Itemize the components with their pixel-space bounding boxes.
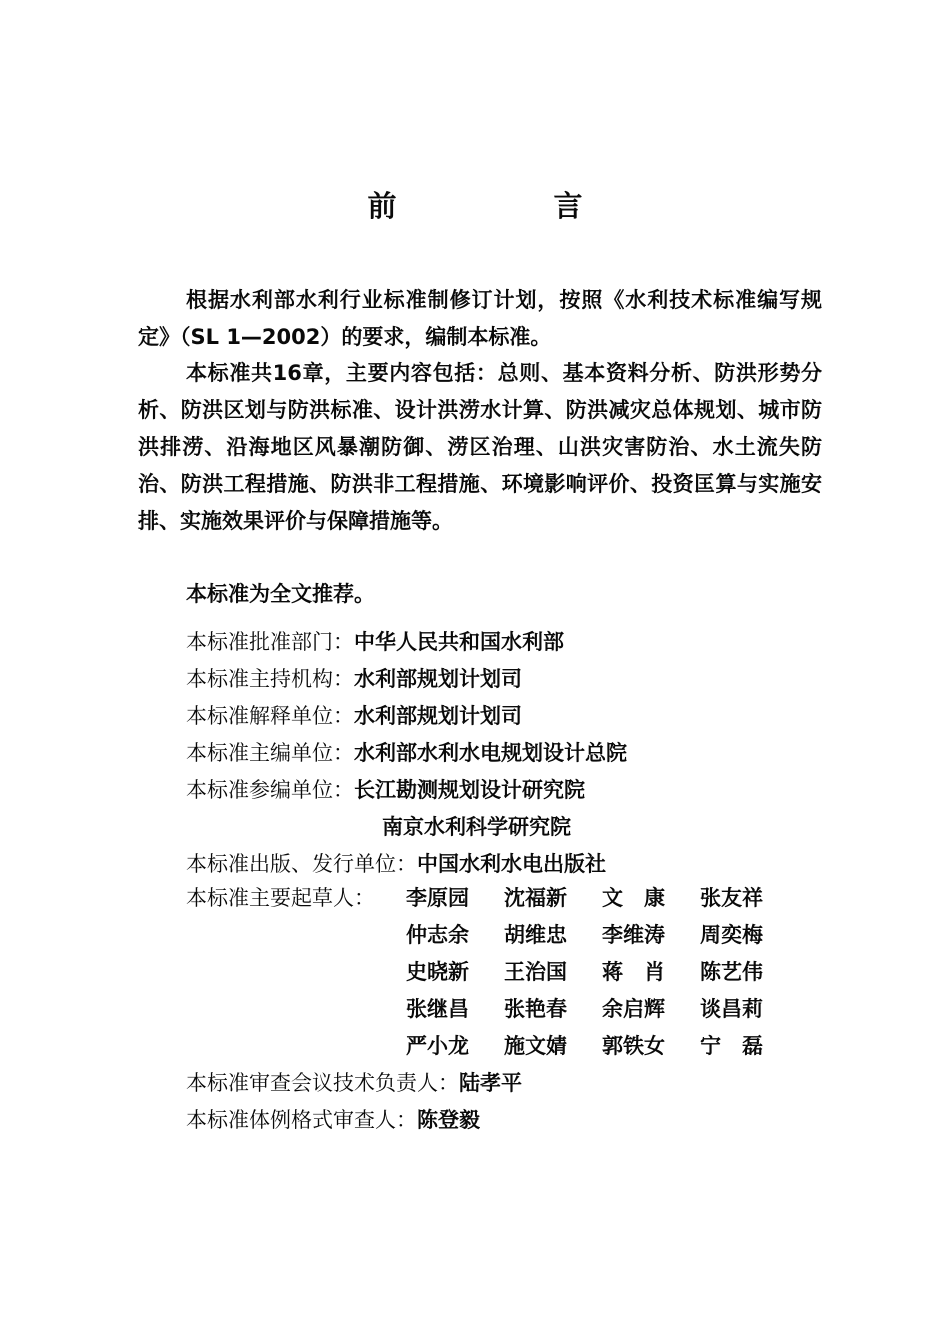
drafter-name: 胡维忠 — [504, 923, 567, 947]
format-reviewer-label: 本标准体例格式审查人： — [186, 1108, 417, 1132]
review-lead-value: 陆孝平 — [459, 1071, 522, 1095]
standard-metadata — [186, 624, 826, 883]
page-title: 前 言 — [367, 189, 647, 223]
drafter-name: 严小龙 — [406, 1034, 469, 1058]
paragraph-text: 根据水利部水利行业标准制修订计划，按照《水利技术标准编写规定》（SL 1—2002）的要求，编制本标准。 — [138, 288, 822, 349]
host-value: 水利部规划计划司 — [354, 667, 522, 691]
chief-editor-value: 水利部水利水电规划设计总院 — [354, 741, 627, 765]
drafter-row — [406, 917, 798, 954]
interpreter-label: 本标准解释单位： — [186, 704, 354, 728]
paragraph-text: 本标准为全文推荐。 — [186, 582, 375, 606]
format-reviewer-row — [186, 1102, 522, 1139]
drafter-name: 李维涛 — [602, 923, 665, 947]
chief-editor-label: 本标准主编单位： — [186, 741, 354, 765]
drafter-name: 王治国 — [504, 960, 567, 984]
chief-editor-row — [186, 735, 826, 772]
drafters-label: 本标准主要起草人： — [186, 886, 375, 910]
preface-paragraph-2 — [138, 355, 822, 540]
approver-value: 中华人民共和国水利部 — [354, 630, 564, 654]
drafter-name: 张艳春 — [504, 997, 567, 1021]
interpreter-row — [186, 698, 826, 735]
drafter-name: 宁 磊 — [700, 1034, 763, 1058]
drafter-name: 沈福新 — [504, 886, 567, 910]
format-reviewer-value: 陈登毅 — [417, 1108, 480, 1132]
drafter-name: 施文婧 — [504, 1034, 567, 1058]
publisher-value: 中国水利水电出版社 — [417, 852, 606, 876]
preface-paragraph-3 — [138, 576, 822, 613]
publisher-label: 本标准出版、发行单位： — [186, 852, 417, 876]
host-label: 本标准主持机构： — [186, 667, 354, 691]
co-editor-value-1: 长江勘测规划设计研究院 — [354, 778, 585, 802]
co-editor-row-2 — [186, 809, 826, 846]
preface-paragraph-1 — [138, 282, 822, 356]
drafter-name: 张友祥 — [700, 886, 763, 910]
drafter-name: 仲志余 — [406, 923, 469, 947]
drafter-row — [406, 880, 798, 917]
drafter-name: 陈艺伟 — [700, 960, 763, 984]
drafter-row — [406, 954, 798, 991]
host-row — [186, 661, 826, 698]
reviewers — [186, 1065, 522, 1139]
review-lead-row — [186, 1065, 522, 1102]
co-editor-value-2: 南京水利科学研究院 — [382, 815, 571, 839]
drafter-name: 蒋 肖 — [602, 960, 665, 984]
drafters-list — [406, 880, 798, 1065]
drafter-name: 周奕梅 — [700, 923, 763, 947]
drafter-row — [406, 991, 798, 1028]
paragraph-text: 本标准共16章，主要内容包括：总则、基本资料分析、防洪形势分析、防洪区划与防洪标准、设计洪涝水计算、防洪减灾总体规划、城市防洪排涝、沿海地区风暴潮防御、涝区治理、山洪灾害防治、水土流失防治、防洪工程措施、防洪非工程措施、环境影响评价、投资匡算与实施安排、实施效果评价与保障措施等。 — [138, 361, 822, 533]
co-editor-label: 本标准参编单位： — [186, 778, 354, 802]
approver-label: 本标准批准部门： — [186, 630, 354, 654]
drafter-name: 郭铁女 — [602, 1034, 665, 1058]
drafter-name: 李原园 — [406, 886, 469, 910]
co-editor-row — [186, 772, 826, 809]
drafter-name: 张继昌 — [406, 997, 469, 1021]
drafter-row — [406, 1028, 798, 1065]
drafter-name: 文 康 — [602, 886, 665, 910]
publisher-row — [186, 846, 826, 883]
interpreter-value: 水利部规划计划司 — [354, 704, 522, 728]
approver-row — [186, 624, 826, 661]
drafter-name: 余启辉 — [602, 997, 665, 1021]
drafter-name: 谈昌莉 — [700, 997, 763, 1021]
review-lead-label: 本标准审查会议技术负责人： — [186, 1071, 459, 1095]
drafter-name: 史晓新 — [406, 960, 469, 984]
